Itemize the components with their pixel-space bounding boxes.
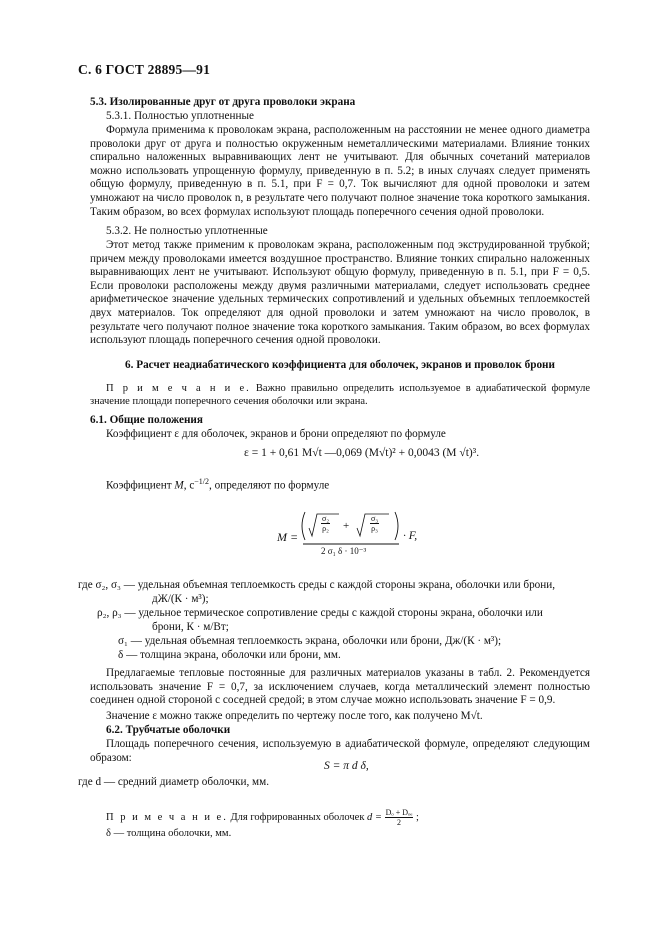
coef-m-text-a: Коэффициент <box>106 479 172 492</box>
coef-m-exponent: −1/2 <box>194 477 210 486</box>
page-header: С. 6 ГОСТ 28895—91 <box>78 62 211 77</box>
paragraph-5-3-2: Этот метод также применим к проволокам экрана, расположенным под экструдированной трубкой; причем между проволоками имеется воздушное пространство. Влияние тонких спирально наложенных выравнивающих лент не учитывают. Используют общую формулу, приведенную в п. 5.1, при F = 0,5. Если проволоки расположены между двумя различными материалами, следует использовать среднее арифметическое значение удельных термических сопротивлений и удельных объемных теплоемкостей двух материалов. Ток определяют для одной проволоки и затем умножают на число проволок, в результате чего получают полное значение тока короткого замыкания. Таким образом, во всех формулах используют площадь поперечного сечения одной проволоки. <box>90 239 590 347</box>
formula-m-frac-2 <box>370 514 379 533</box>
subsection-5-3-1: 5.3.1. Полностью уплотненные <box>106 110 254 122</box>
section-6-1-title: 6.1. Общие положения <box>90 414 203 426</box>
formula-m-frac-1 <box>321 514 330 533</box>
coef-m-text-d: , определяют по формуле <box>209 479 330 492</box>
formula-m-rhs: · F, <box>403 530 418 542</box>
where-rho-unit: брони, К · м/Вт; <box>152 621 229 633</box>
note-2-fraction <box>385 808 414 827</box>
note-2-numerator: Dₒ + Dₒₑ <box>385 808 413 817</box>
coefficient-m-line <box>106 475 329 493</box>
note-2-denominator: 2 <box>397 818 401 827</box>
formula-m-denominator: 2 σ₁ δ · 10⁻³ <box>321 546 367 556</box>
sigma2: σ₂ <box>322 514 330 523</box>
sigma3: σ₃ <box>371 514 379 523</box>
paragraph-6-2: Площадь поперечного сечения, используемую в адиабатической формуле, определяют следующим образом: <box>90 738 590 764</box>
paragraph-constants: Предлагаемые тепловые постоянные для различных материалов указаны в табл. 2. Рекомендуется использовать значение F = 0,7, за исключением случаев, когда металлический элемент полностью соединен одной стороной с соседней средой; в этом случае можно использовать значение F = 0,9. <box>90 667 590 707</box>
note-2-text: Для гофрированных оболочек <box>230 811 365 823</box>
where-d: где d — средний диаметр оболочки, мм. <box>78 776 270 788</box>
note-1-text: Важно правильно определить используемое в адиабатической формуле значение площади поперечного сечения оболочки или экрана. <box>90 383 590 407</box>
where-sigma1: σ₁ — удельная объемная теплоемкость экрана, оболочки или брони, Дж/(К · м³); <box>118 635 502 647</box>
formula-epsilon: ε = 1 + 0,61 M√t —0,069 (M√t)² + 0,0043 (M √t)³. <box>244 447 480 459</box>
rho3: ρ₃ <box>371 524 378 533</box>
note-1 <box>90 382 590 408</box>
subsection-5-3-2: 5.3.2. Не полностью уплотненные <box>106 225 268 237</box>
where-rho: ρ₂, ρ₃ — удельное термическое сопротивление среды с каждой стороны экрана, оболочки или <box>97 607 543 619</box>
note-2-label: П р и м е ч а н и е. <box>106 811 228 823</box>
formula-m-lhs: M = <box>277 530 299 544</box>
where-sigma: где σ₂, σ₃ — удельная объемная теплоемкость среды с каждой стороны экрана, оболочки или брони, <box>78 579 556 591</box>
coef-m-unit: , с <box>183 479 195 492</box>
coef-m-symbol: M <box>174 479 184 492</box>
paragraph-5-3-1: Формула применима к проволокам экрана, расположенным на расстоянии не менее одного диаметра проволоки друг от друга и полностью окруженным неметаллическими материалами. Влияние тонких спирально наложенных выравнивающих лент не учитывают. Для обычных сочетаний материалов можно использовать упрощенную формулу, приведенную в п. 5.2; в иных случаях следует применять общую формулу, приведенную в п. 5.1, при F = 0,7. Ток вычисляют для одной проволоки и затем умножают на число проволок n, в результате чего получают полное значение тока короткого замыкания. Таким образом, во всех формулах используют площадь поперечного сечения одной проволоки. <box>90 124 590 218</box>
rho2: ρ₂ <box>322 524 329 533</box>
formula-m <box>277 508 437 568</box>
note-1-label: П р и м е ч а н и е. <box>106 383 251 394</box>
paragraph-graph: Значение ε можно также определить по чертежу после того, как получено M√t. <box>106 710 483 722</box>
note-2-delta: δ — толщина оболочки, мм. <box>106 828 232 839</box>
section-6-2-title: 6.2. Трубчатые оболочки <box>106 724 231 736</box>
formula-m-right-paren <box>395 512 398 540</box>
paragraph-6-1: Коэффициент ε для оболочек, экранов и брони определяют по формуле <box>106 428 446 440</box>
note-2-end: ; <box>416 811 419 823</box>
formula-s: S = π d δ, <box>324 760 369 772</box>
note-2 <box>106 808 419 827</box>
note-2-d: d = <box>367 811 383 823</box>
formula-m-plus: + <box>343 520 350 532</box>
formula-m-left-paren <box>302 512 305 540</box>
where-sigma-unit: дЖ/(К · м³); <box>152 593 209 605</box>
section-6-title: 6. Расчет неадиабатического коэффициента для оболочек, экранов и проволок брони <box>125 359 555 371</box>
section-5-3-title: 5.3. Изолированные друг от друга проволоки экрана <box>90 96 356 108</box>
where-delta: δ — толщина экрана, оболочки или брони, мм. <box>118 649 341 661</box>
